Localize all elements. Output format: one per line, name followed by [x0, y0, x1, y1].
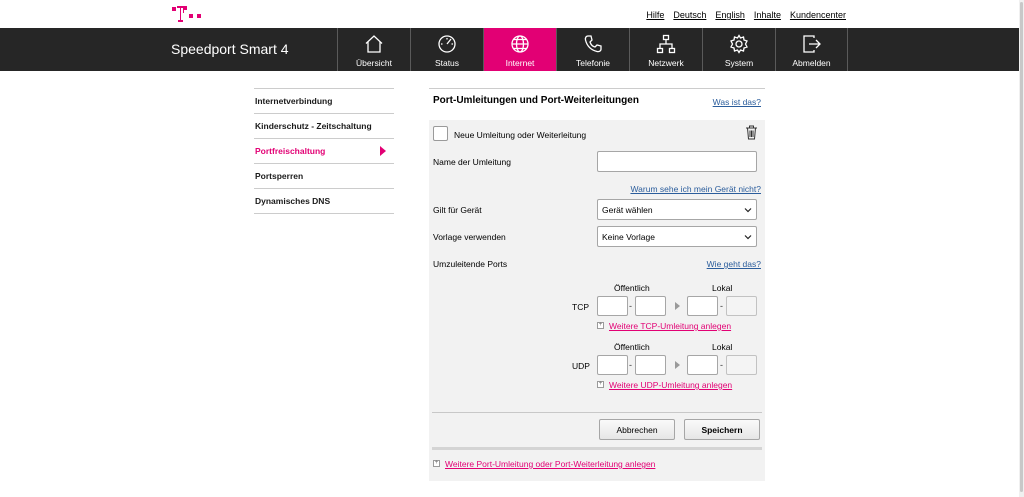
sidebar-item-dynamisches-dns[interactable]: [254, 189, 394, 214]
udp-public-to-input[interactable]: [635, 355, 666, 375]
section-header: [429, 89, 765, 120]
sidebar-item-label: Portsperren: [255, 171, 304, 181]
top-links: [646, 10, 846, 20]
sidebar-item-label: Kinderschutz - Zeitschaltung: [255, 121, 372, 131]
sidebar-item-portsperren[interactable]: [254, 164, 394, 189]
ports-help-link[interactable]: Wie geht das?: [706, 259, 761, 269]
gear-icon: [729, 34, 749, 54]
range-separator: -: [629, 301, 632, 311]
add-udp-link[interactable]: Weitere UDP-Umleitung anlegen: [609, 380, 733, 390]
tcp-public-to-input[interactable]: [635, 296, 666, 316]
new-rule-label: Neue Umleitung oder Weiterleitung: [454, 130, 587, 140]
link-hilfe[interactable]: Hilfe: [646, 10, 665, 20]
rule-name-input[interactable]: [597, 151, 757, 172]
plus-icon: +: [598, 322, 603, 328]
device-select[interactable]: [597, 199, 757, 220]
udp-public-from-input[interactable]: [597, 355, 628, 375]
nav-internet[interactable]: [483, 28, 556, 71]
trash-icon[interactable]: [745, 125, 758, 140]
local-header: Lokal: [712, 283, 733, 293]
logout-icon: [802, 34, 822, 54]
sidebar-item-portfreischaltung[interactable]: [254, 139, 394, 164]
link-inhalte[interactable]: Inhalte: [753, 10, 781, 20]
telekom-t-logo[interactable]: [172, 5, 212, 23]
udp-local-to-input[interactable]: [726, 355, 757, 375]
range-separator: -: [629, 360, 632, 370]
cancel-button[interactable]: Abbrechen: [599, 419, 675, 440]
nav-uebersicht[interactable]: [337, 28, 410, 71]
link-deutsch[interactable]: Deutsch: [673, 10, 707, 20]
save-button[interactable]: Speichern: [684, 419, 760, 440]
sidebar-item-label: Portfreischaltung: [255, 146, 326, 156]
speedometer-icon: [437, 34, 457, 54]
template-select[interactable]: [597, 226, 757, 247]
active-arrow-icon: [380, 146, 386, 156]
phone-icon: [583, 34, 603, 54]
range-separator: -: [720, 301, 723, 311]
new-rule-checkbox[interactable]: [433, 126, 448, 141]
public-header: Öffentlich: [614, 342, 650, 352]
globe-icon: [510, 34, 530, 54]
network-icon: [656, 34, 676, 54]
add-tcp-link[interactable]: Weitere TCP-Umleitung anlegen: [609, 321, 732, 331]
divider: [432, 412, 762, 413]
public-header: Öffentlich: [614, 283, 650, 293]
chevron-down-icon: [744, 233, 752, 241]
plus-icon: +: [434, 460, 439, 466]
sidebar-item-label: Dynamisches DNS: [255, 196, 331, 206]
nav-telefonie[interactable]: [556, 28, 629, 71]
add-rule-link[interactable]: Weitere Port-Umleitung oder Port-Weiterleitung anlegen: [445, 459, 656, 469]
product-name: Speedport Smart 4: [171, 41, 289, 57]
help-link[interactable]: Was ist das?: [712, 97, 761, 107]
nav-system[interactable]: [702, 28, 775, 71]
home-icon: [364, 34, 384, 54]
sidebar-item-kinderschutz[interactable]: [254, 114, 394, 139]
rule-form-panel: [429, 120, 765, 481]
local-header: Lokal: [712, 342, 733, 352]
main-navigation: [0, 28, 1019, 71]
sidebar-item-label: Internetverbindung: [255, 96, 333, 106]
name-label: Name der Umleitung: [433, 157, 511, 167]
top-bar: [0, 0, 1024, 28]
plus-icon: +: [598, 381, 603, 387]
scrollbar-thumb[interactable]: [1020, 2, 1023, 492]
sidebar-item-internetverbindung[interactable]: [254, 89, 394, 114]
nav-label: Netzwerk: [648, 58, 684, 68]
sidebar: [254, 88, 394, 214]
template-select-value: Keine Vorlage: [602, 231, 655, 242]
nav-items: [337, 28, 848, 71]
nav-label: Telefonie: [575, 58, 611, 68]
tcp-local-from-input[interactable]: [687, 296, 718, 316]
main-content: [429, 88, 765, 480]
device-hint-link[interactable]: Warum sehe ich mein Gerät nicht?: [630, 184, 761, 194]
ports-label: Umzuleitende Ports: [433, 259, 508, 269]
template-label: Vorlage verwenden: [433, 232, 506, 242]
range-separator: -: [720, 360, 723, 370]
device-label: Gilt für Gerät: [433, 205, 482, 215]
scrollbar[interactable]: [1019, 0, 1024, 497]
tcp-label: TCP: [572, 302, 589, 312]
nav-netzwerk[interactable]: [629, 28, 702, 71]
nav-status[interactable]: [410, 28, 483, 71]
page-title: Port-Umleitungen und Port-Weiterleitungen: [433, 95, 639, 106]
nav-label: Internet: [505, 58, 535, 68]
device-select-value: Gerät wählen: [602, 204, 653, 215]
udp-label: UDP: [572, 361, 590, 371]
tcp-public-from-input[interactable]: [597, 296, 628, 316]
tcp-local-to-input[interactable]: [726, 296, 757, 316]
nav-label: System: [724, 58, 754, 68]
nav-abmelden[interactable]: [775, 28, 848, 71]
chevron-down-icon: [744, 206, 752, 214]
nav-label: Übersicht: [356, 58, 392, 68]
link-kundencenter[interactable]: Kundencenter: [789, 10, 846, 20]
link-english[interactable]: English: [715, 10, 745, 20]
arrow-right-icon: [675, 361, 680, 369]
arrow-right-icon: [675, 302, 680, 310]
nav-label: Status: [434, 58, 460, 68]
nav-label: Abmelden: [792, 58, 831, 68]
udp-local-from-input[interactable]: [687, 355, 718, 375]
divider: [432, 447, 762, 450]
